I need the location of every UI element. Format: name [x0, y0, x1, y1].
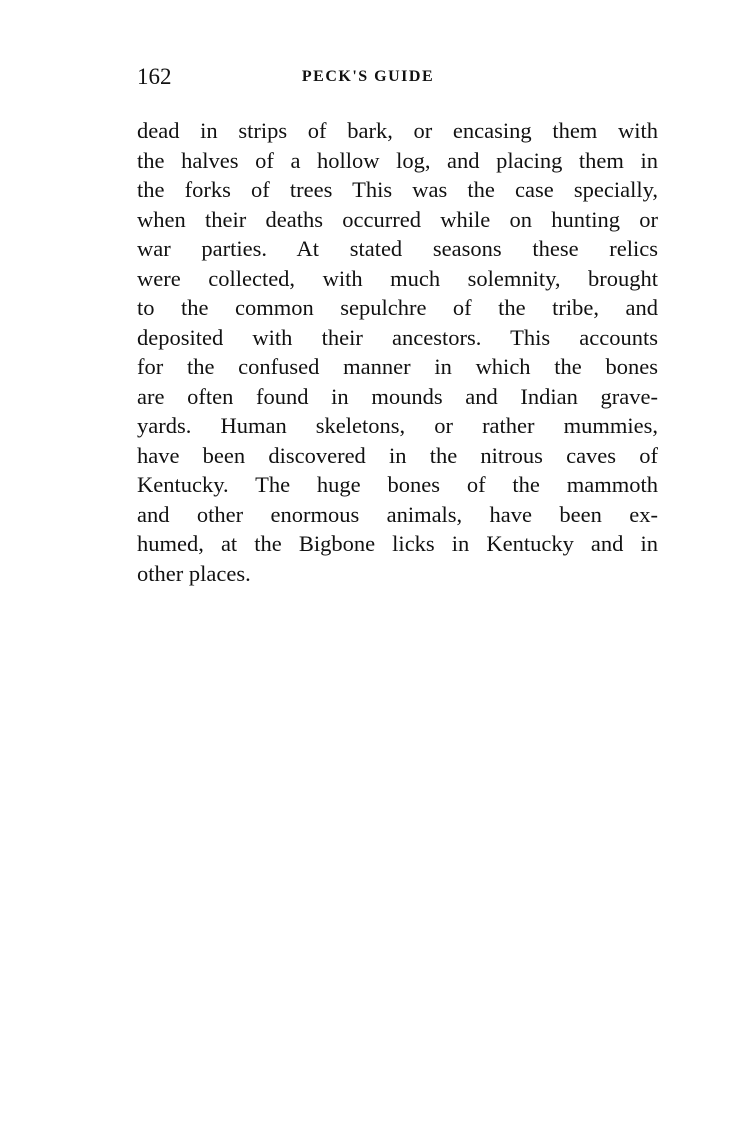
text-line: other places. [137, 560, 251, 586]
text-line: are often found in mounds and Indian grave- [137, 383, 658, 409]
text-line: when their deaths occurred while on hunting or [137, 206, 658, 232]
text-line: the forks of trees This was the case specially, [137, 177, 658, 202]
text-line: were collected, with much solemnity, brought [137, 265, 658, 291]
text-line: and other enormous animals, have been ex- [137, 501, 658, 527]
text-line: war parties. At stated seasons these relics [137, 236, 658, 261]
running-head: PECK'S GUIDE [301, 68, 435, 85]
text-line: yards. Human skeletons, or rather mummies, [137, 413, 658, 438]
page-number: 162 [137, 64, 172, 89]
text-line: to the common sepulchre of the tribe, and [137, 295, 658, 320]
text-line: for the confused manner in which the bones [137, 354, 658, 379]
text-line: have been discovered in the nitrous caves of [137, 442, 658, 468]
text-line: deposited with their ancestors. This accounts [137, 324, 658, 350]
text-line: the halves of a hollow log, and placing them in [137, 147, 658, 173]
text-line: humed, at the Bigbone licks in Kentucky and in [137, 531, 658, 556]
body-paragraph [137, 116, 658, 588]
text-line: Kentucky. The huge bones of the mammoth [137, 472, 658, 497]
text-line: dead in strips of bark, or encasing them with [137, 118, 658, 143]
